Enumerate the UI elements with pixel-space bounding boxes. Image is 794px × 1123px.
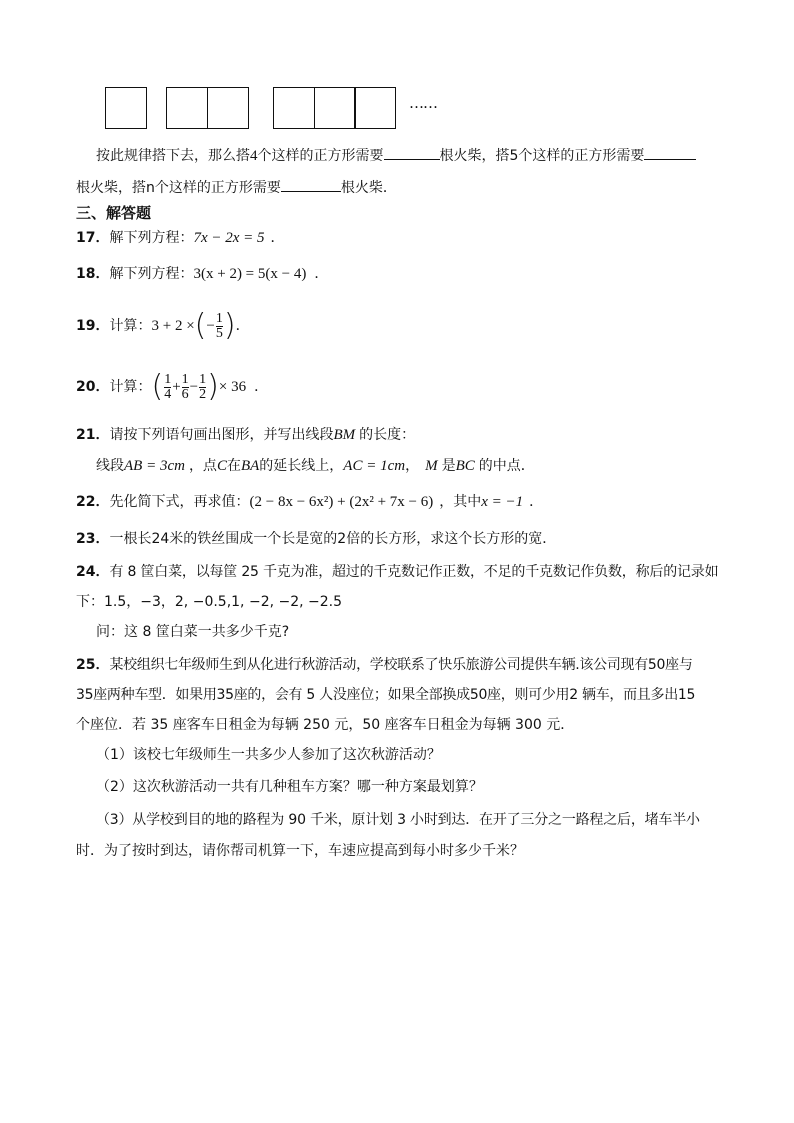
q16-line-1: 按此规律搭下去，那么搭4个这样的正方形需要 根火柴，搭5个这样的正方形需要 [96,143,696,166]
q25-sub-2: （2）这次秋游活动一共有几种租车方案？哪一种方案最划算？ [96,779,483,795]
q25-line-3: 个座位．若 35 座客车日租金为每辆 250 元，50 座客车日租金为每辆 300 元． [76,717,575,733]
q23: 23．一根长24米的铁丝围成一个长是宽的2倍的长方形，求这个长方形的宽． [76,531,557,547]
q21-line-1: 21．请按下列语句画出图形，并写出线段BM 的长度： [76,427,416,443]
q19: 19．计算：3 + 2 ×(− $\frac{1}{5}$ )． [76,308,250,343]
q22-expression: (2 − 8x − 6x²) + (2x² + 7x − 6) [249,494,434,510]
answer-blank-1[interactable] [384,143,440,160]
q21-line-2: 线段AB = 3cm ，点C在BA的延长线上，AC = 1cm， M 是BC 的中点． [96,458,535,474]
q20-fraction-2: $\frac{1}{6}$ [181,371,189,402]
answer-blank-2[interactable] [644,143,696,160]
q25-line-2: 35座两种车型．如果用35座的，会有 5 人没座位；如果全部换成50座，则可少用2 辆车，而且多出15 [76,687,696,703]
figure-ellipsis: …… [409,94,437,112]
q25-sub-3a: （3）从学校到目的地的路程为 90 千米，原计划 3 小时到达．在开了三分之一路程之后，堵车半小 [96,812,700,828]
square-group-3-b [314,87,356,129]
q18: 18．解下列方程：3(x + 2) = 5(x − 4) ． [76,266,329,282]
q17: 17．解下列方程：7x − 2x = 5 ． [76,230,285,246]
q20-fraction-3: $\frac{1}{2}$ [199,371,207,402]
square-group-2-a [166,87,208,129]
q18-equation: 3(x + 2) = 5(x − 4) [193,266,307,282]
square-group-1 [105,87,147,129]
q25-sub-3b: 时．为了按时到达，请你帮司机算一下，车速应提高到每小时多少千米？ [76,843,524,859]
square-group-3-c [354,87,396,129]
q24-line-3: 问：这 8 筐白菜一共多少千克? [96,624,290,640]
answer-blank-3[interactable] [281,175,341,192]
section-title: 三、解答题 [76,204,152,222]
square-group-3-a [273,87,315,129]
square-group-2-b [207,87,249,129]
q19-fraction: $\frac{1}{5}$ [215,310,223,341]
q25-line-1: 25．某校组织七年级师生到从化进行秋游活动，学校联系了快乐旅游公司提供车辆.该公司现有50座与 [76,657,693,673]
q24-line-2: 下：1.5，−3，2, −0.5,1, −2, −2, −2.5 [76,594,343,610]
q20-fraction-1: $\frac{1}{4}$ [164,371,172,402]
q16-line-2: 根火柴，搭n个这样的正方形需要 根火柴． [76,175,397,198]
q25-sub-1: （1）该校七年级师生一共多少人参加了这次秋游活动？ [96,747,441,763]
q22: 22．先化简下式，再求值：(2 − 8x − 6x²) + (2x² + 7x − 6) ，其中x = −1 ． [76,494,544,510]
q17-equation: 7x − 2x = 5 [193,230,265,246]
q20: 20．计算：( $\frac{1}{4}$ + $\frac{1}{6}$ − $\frac{1}{2}$ )× 36 ． [76,369,269,404]
q24-line-1: 24．有 8 筐白菜，以每筐 25 千克为准，超过的千克数记作正数，不足的千克数记作负数，称后的记录如 [76,564,719,580]
